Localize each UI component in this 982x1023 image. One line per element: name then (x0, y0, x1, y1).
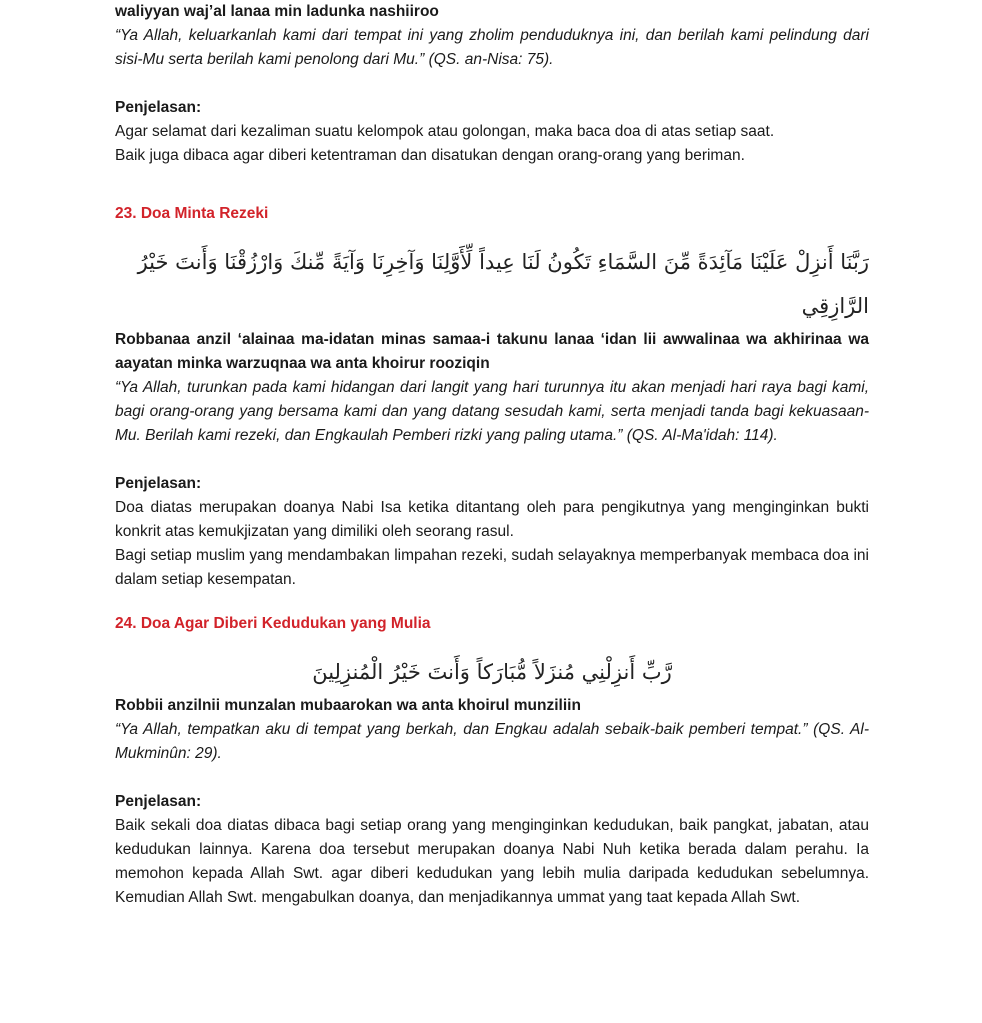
translation-24: “Ya Allah, tempatkan aku di tempat yang berkah, dan Engkau adalah sebaik-baik pemberi tempat.” (QS. Al-Mukminûn: 29). (115, 721, 869, 762)
explanation-23-para-2: Bagi setiap muslim yang mendambakan limpahan rezeki, sudah selayaknya memperbanyak membaca doa ini dalam setiap kesempatan. (115, 547, 869, 588)
section-heading-23: 23. Doa Minta Rezeki (115, 205, 269, 222)
transliteration-24: Robbii anzilnii munzalan mubaarokan wa anta khoirul munziliin (115, 697, 581, 714)
explanation-prev-line-2: Baik juga dibaca agar diberi ketentraman dan disatukan dengan orang-orang yang beriman. (115, 147, 745, 164)
translation-prev: “Ya Allah, keluarkanlah kami dari tempat ini yang zholim penduduknya ini, dan berilah kami pelindung dari sisi-Mu serta berilah kami penolong dari Mu.” (QS. an-Nisa: 75). (115, 27, 869, 68)
explanation-label-prev: Penjelasan: (115, 99, 202, 116)
document-page (115, 0, 869, 910)
transliteration-23: Robbanaa anzil ‘alainaa ma-idatan minas samaa-i takunu lanaa ‘idan lii awwalinaa wa akhirinaa wa aayatan minka warzuqnaa wa anta khoirur rooziqin (115, 331, 869, 372)
section-heading-24: 24. Doa Agar Diberi Kedudukan yang Mulia (115, 615, 431, 632)
explanation-label-23: Penjelasan: (115, 475, 202, 492)
explanation-23-para-1: Doa diatas merupakan doanya Nabi Isa ketika ditantang oleh para pengikutnya yang menginginkan bukti konkrit atas kemukjizatan yang dimiliki oleh seorang rasul. (115, 499, 869, 540)
explanation-prev-line-1: Agar selamat dari kezaliman suatu kelompok atau golongan, maka baca doa di atas setiap saat. (115, 123, 775, 140)
translation-23: “Ya Allah, turunkan pada kami hidangan dari langit yang hari turunnya itu akan menjadi hari raya bagi kami, bagi orang-orang yang bersama kami dan yang datang sesudah kami, serta menjadi tanda bagi kekuasaan-Mu. Berilah kami rezeki, dan Engkaulah Pemberi rizki yang paling utama.” (QS. Al-Ma'idah: 114). (115, 379, 869, 444)
explanation-label-24: Penjelasan: (115, 793, 202, 810)
arabic-text-23: رَبَّنَا أَنزِلْ عَلَيْنَا مَآئِدَةً مِّنَ السَّمَاءِ تَكُونُ لَنَا عِيداً لِّأَوَّلِنَا وَآخِرِنَا وَآيَةً مِّنكَ وَارْزُقْنَا وَأَنتَ خَيْرُ الرَّازِقِي (137, 250, 869, 318)
transliteration-tail: waliyyan waj’al lanaa min ladunka nashiiroo (115, 3, 439, 20)
arabic-text-24: رَّبِّ أَنزِلْنِي مُنزَلاً مُّبَارَكاً وَأَنتَ خَيْرُ الْمُنزِلِينَ (312, 660, 672, 684)
explanation-24-para-1: Baik sekali doa diatas dibaca bagi setiap orang yang menginginkan kedudukan, baik pangkat, jabatan, atau kedudukan lainnya. Karena doa tersebut merupakan doanya Nabi Nuh ketika berada dalam perahu. Ia memohon kepada Allah Swt. agar diberi kedudukan yang lebih mulia daripada kedudukan sebelumnya. Kemudian Allah Swt. mengabulkan doanya, dan menjadikannya ummat yang taat kepada Allah Swt. (115, 817, 869, 906)
